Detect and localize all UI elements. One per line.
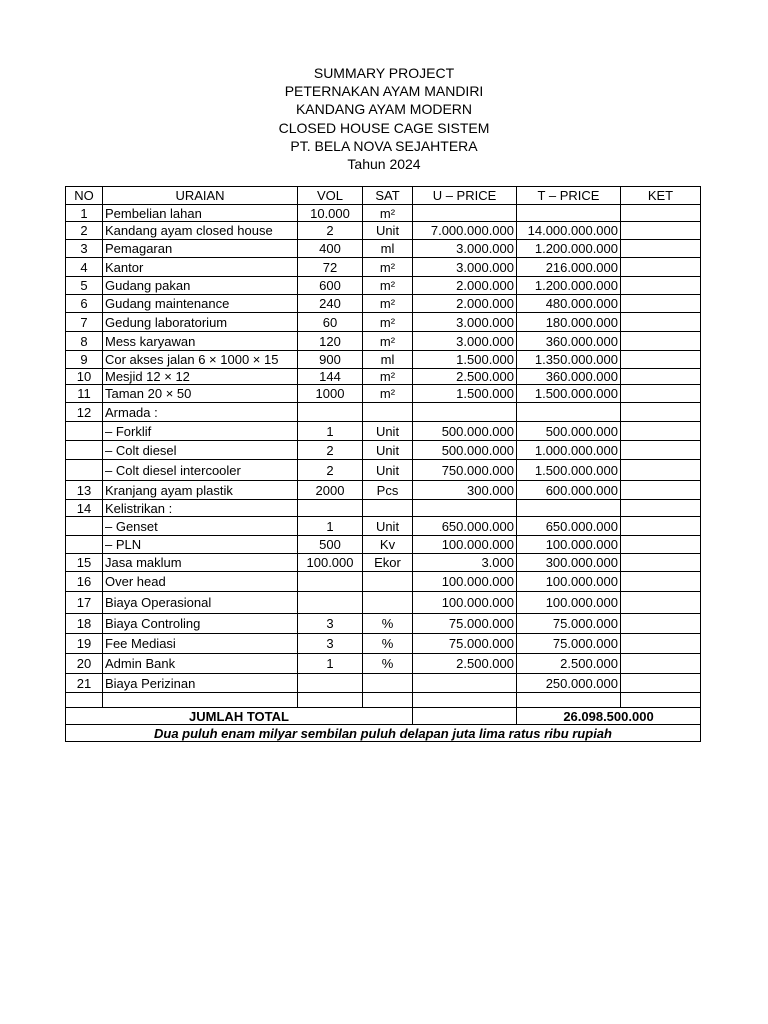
cell-no: 4 — [66, 258, 103, 277]
table-row — [66, 517, 701, 536]
cell-u-price: 75.000.000 — [413, 634, 517, 654]
cell-u-price: 750.000.000 — [413, 460, 517, 481]
cell-ket — [621, 369, 701, 385]
cell-uraian: Mess karyawan — [103, 332, 298, 351]
table-row — [66, 385, 701, 403]
table-row — [66, 403, 701, 422]
cell-uraian: – Colt diesel — [103, 441, 298, 460]
cell-uraian: – Colt diesel intercooler — [103, 460, 298, 481]
cell-sat: Unit — [363, 460, 413, 481]
header-vol: VOL — [298, 187, 363, 205]
cell-t-price: 360.000.000 — [517, 369, 621, 385]
table-row — [66, 258, 701, 277]
header-uraian: URAIAN — [103, 187, 298, 205]
cell-sat: m² — [363, 258, 413, 277]
cell-vol: 2 — [298, 460, 363, 481]
cell-ket — [621, 332, 701, 351]
table-row — [66, 693, 701, 708]
cell-sat — [363, 403, 413, 422]
cell-sat: Pcs — [363, 481, 413, 500]
cell-ket — [621, 572, 701, 592]
cell-u-price: 100.000.000 — [413, 572, 517, 592]
cell-uraian: Biaya Controling — [103, 614, 298, 634]
table-row — [66, 634, 701, 654]
cell-no: 15 — [66, 554, 103, 572]
cell-uraian: Kranjang ayam plastik — [103, 481, 298, 500]
cell-t-price: 650.000.000 — [517, 517, 621, 536]
cell-t-price: 1.500.000.000 — [517, 385, 621, 403]
cell-uraian: Pembelian lahan — [103, 205, 298, 222]
cell-vol: 400 — [298, 240, 363, 258]
cell-t-price: 600.000.000 — [517, 481, 621, 500]
cell-no: 7 — [66, 313, 103, 332]
cell-u-price: 3.000.000 — [413, 313, 517, 332]
table-row — [66, 654, 701, 674]
cell-t-price: 75.000.000 — [517, 614, 621, 634]
cell-t-price: 1.350.000.000 — [517, 351, 621, 369]
cell-no: 8 — [66, 332, 103, 351]
cell-ket — [621, 422, 701, 441]
cell-ket — [621, 351, 701, 369]
cell-u-price — [413, 500, 517, 517]
cell-ket — [621, 693, 701, 708]
cell-u-price: 2.500.000 — [413, 369, 517, 385]
cell-u-price — [413, 205, 517, 222]
table-row — [66, 422, 701, 441]
cell-uraian: Admin Bank — [103, 654, 298, 674]
cell-t-price: 216.000.000 — [517, 258, 621, 277]
cell-vol: 144 — [298, 369, 363, 385]
cell-uraian: Kelistrikan : — [103, 500, 298, 517]
cell-vol: 3 — [298, 614, 363, 634]
cell-t-price: 100.000.000 — [517, 572, 621, 592]
cell-vol: 1 — [298, 654, 363, 674]
cell-uraian: Gudang pakan — [103, 277, 298, 295]
table-row — [66, 313, 701, 332]
cell-vol — [298, 674, 363, 693]
cell-sat: % — [363, 634, 413, 654]
total-value: 26.098.500.000 — [517, 708, 701, 725]
cell-sat: m² — [363, 385, 413, 403]
cell-ket — [621, 295, 701, 313]
cell-vol: 60 — [298, 313, 363, 332]
cell-ket — [621, 222, 701, 240]
table-row — [66, 481, 701, 500]
cell-t-price: 360.000.000 — [517, 332, 621, 351]
cell-vol: 900 — [298, 351, 363, 369]
cell-sat: m² — [363, 332, 413, 351]
cell-u-price: 3.000.000 — [413, 240, 517, 258]
cell-uraian: – PLN — [103, 536, 298, 554]
cell-t-price: 500.000.000 — [517, 422, 621, 441]
cell-sat: Unit — [363, 222, 413, 240]
table-row — [66, 554, 701, 572]
cell-u-price: 300.000 — [413, 481, 517, 500]
cell-t-price: 480.000.000 — [517, 295, 621, 313]
cell-u-price: 2.000.000 — [413, 295, 517, 313]
cell-no: 18 — [66, 614, 103, 634]
cell-t-price: 250.000.000 — [517, 674, 621, 693]
total-label: JUMLAH TOTAL — [66, 708, 413, 725]
cell-sat — [363, 693, 413, 708]
cell-uraian: Kandang ayam closed house — [103, 222, 298, 240]
cell-no — [66, 517, 103, 536]
cell-ket — [621, 500, 701, 517]
cell-no: 12 — [66, 403, 103, 422]
table-row — [66, 277, 701, 295]
cell-ket — [621, 277, 701, 295]
cell-no: 3 — [66, 240, 103, 258]
title-line: PT. BELA NOVA SEJAHTERA — [290, 137, 478, 154]
cell-no: 13 — [66, 481, 103, 500]
table-header-row — [66, 187, 701, 205]
cell-uraian — [103, 693, 298, 708]
cell-no: 20 — [66, 654, 103, 674]
cell-ket — [621, 592, 701, 614]
cell-no: 14 — [66, 500, 103, 517]
cell-no: 6 — [66, 295, 103, 313]
cell-u-price: 1.500.000 — [413, 385, 517, 403]
cell-u-price — [413, 693, 517, 708]
table-row — [66, 460, 701, 481]
cell-uraian: – Genset — [103, 517, 298, 536]
cell-vol: 2 — [298, 441, 363, 460]
cell-uraian: Cor akses jalan 6 × 1000 × 15 — [103, 351, 298, 369]
cell-t-price: 14.000.000.000 — [517, 222, 621, 240]
cell-t-price — [517, 693, 621, 708]
cell-vol: 3 — [298, 634, 363, 654]
table-row — [66, 240, 701, 258]
cell-ket — [621, 441, 701, 460]
cell-vol — [298, 572, 363, 592]
table-row — [66, 614, 701, 634]
cell-t-price: 100.000.000 — [517, 592, 621, 614]
cell-uraian: Gudang maintenance — [103, 295, 298, 313]
cell-ket — [621, 554, 701, 572]
cell-ket — [621, 205, 701, 222]
title-line: SUMMARY PROJECT — [313, 65, 455, 81]
cell-vol: 120 — [298, 332, 363, 351]
cell-uraian: Jasa maklum — [103, 554, 298, 572]
cell-u-price: 500.000.000 — [413, 422, 517, 441]
cell-vol — [298, 592, 363, 614]
cell-u-price — [413, 674, 517, 693]
cell-uraian: Fee Mediasi — [103, 634, 298, 654]
cell-no: 17 — [66, 592, 103, 614]
cell-vol — [298, 693, 363, 708]
cell-vol: 10.000 — [298, 205, 363, 222]
cell-u-price: 7.000.000.000 — [413, 222, 517, 240]
cell-t-price — [517, 205, 621, 222]
cell-sat — [363, 674, 413, 693]
cell-ket — [621, 403, 701, 422]
cell-uraian: Kantor — [103, 258, 298, 277]
cell-t-price — [517, 500, 621, 517]
cell-vol: 1 — [298, 517, 363, 536]
cell-u-price: 2.500.000 — [413, 654, 517, 674]
cell-no: 5 — [66, 277, 103, 295]
cell-sat: m² — [363, 205, 413, 222]
cell-ket — [621, 240, 701, 258]
cell-uraian: – Forklif — [103, 422, 298, 441]
header-no: NO — [66, 187, 103, 205]
table-row — [66, 351, 701, 369]
cell-ket — [621, 517, 701, 536]
cell-u-price: 100.000.000 — [413, 592, 517, 614]
cell-vol: 2000 — [298, 481, 363, 500]
cell-u-price: 2.000.000 — [413, 277, 517, 295]
cell-t-price: 100.000.000 — [517, 536, 621, 554]
cell-no: 19 — [66, 634, 103, 654]
title-line: KANDANG AYAM MODERN — [295, 101, 473, 118]
cell-ket — [621, 258, 701, 277]
header-sat: SAT — [363, 187, 413, 205]
table-row — [66, 592, 701, 614]
cell-t-price: 75.000.000 — [517, 634, 621, 654]
cell-ket — [621, 674, 701, 693]
cell-sat: Ekor — [363, 554, 413, 572]
cell-no: 16 — [66, 572, 103, 592]
cell-vol: 500 — [298, 536, 363, 554]
cell-no: 2 — [66, 222, 103, 240]
cell-ket — [621, 654, 701, 674]
header-u-price: U – PRICE — [413, 187, 517, 205]
cell-t-price: 2.500.000 — [517, 654, 621, 674]
table-row — [66, 369, 701, 385]
cell-u-price: 3.000.000 — [413, 258, 517, 277]
title-line: CLOSED HOUSE CAGE SISTEM — [278, 119, 490, 136]
cell-sat: % — [363, 654, 413, 674]
cell-u-price: 100.000.000 — [413, 536, 517, 554]
summary-table — [65, 186, 701, 742]
cell-no — [66, 536, 103, 554]
cell-ket — [621, 536, 701, 554]
cell-vol: 72 — [298, 258, 363, 277]
cell-uraian: Taman 20 × 50 — [103, 385, 298, 403]
cell-vol: 2 — [298, 222, 363, 240]
table-row — [66, 332, 701, 351]
cell-t-price: 1.200.000.000 — [517, 240, 621, 258]
cell-t-price: 180.000.000 — [517, 313, 621, 332]
table-row — [66, 536, 701, 554]
cell-sat: Unit — [363, 517, 413, 536]
cell-uraian: Biaya Operasional — [103, 592, 298, 614]
cell-sat: m² — [363, 313, 413, 332]
total-spacer — [413, 708, 517, 725]
cell-sat: ml — [363, 351, 413, 369]
cell-vol: 240 — [298, 295, 363, 313]
cell-u-price: 75.000.000 — [413, 614, 517, 634]
table-row — [66, 295, 701, 313]
cell-no — [66, 460, 103, 481]
cell-t-price: 1.500.000.000 — [517, 460, 621, 481]
cell-no — [66, 441, 103, 460]
cell-sat: Unit — [363, 441, 413, 460]
total-row — [66, 708, 701, 725]
table-row — [66, 222, 701, 240]
cell-ket — [621, 481, 701, 500]
cell-t-price — [517, 403, 621, 422]
table-row — [66, 205, 701, 222]
cell-u-price — [413, 403, 517, 422]
cell-vol: 1000 — [298, 385, 363, 403]
cell-uraian: Armada : — [103, 403, 298, 422]
cell-sat — [363, 592, 413, 614]
cell-uraian: Biaya Perizinan — [103, 674, 298, 693]
title-line: Tahun 2024 — [347, 156, 421, 173]
cell-sat: Unit — [363, 422, 413, 441]
cell-sat: % — [363, 614, 413, 634]
table-row — [66, 500, 701, 517]
cell-u-price: 650.000.000 — [413, 517, 517, 536]
cell-no — [66, 422, 103, 441]
cell-uraian: Gedung laboratorium — [103, 313, 298, 332]
document-title — [0, 64, 768, 173]
cell-uraian: Mesjid 12 × 12 — [103, 369, 298, 385]
cell-t-price: 1.200.000.000 — [517, 277, 621, 295]
cell-ket — [621, 385, 701, 403]
title-line: PETERNAKAN AYAM MANDIRI — [284, 83, 484, 100]
cell-ket — [621, 614, 701, 634]
cell-no: 10 — [66, 369, 103, 385]
cell-sat — [363, 572, 413, 592]
table-row — [66, 674, 701, 693]
cell-u-price: 3.000.000 — [413, 332, 517, 351]
cell-sat: ml — [363, 240, 413, 258]
cell-u-price: 500.000.000 — [413, 441, 517, 460]
table-row — [66, 572, 701, 592]
cell-u-price: 1.500.000 — [413, 351, 517, 369]
cell-no: 21 — [66, 674, 103, 693]
header-t-price: T – PRICE — [517, 187, 621, 205]
cell-no — [66, 693, 103, 708]
cell-u-price: 3.000 — [413, 554, 517, 572]
cell-sat: Kv — [363, 536, 413, 554]
table-row — [66, 441, 701, 460]
cell-ket — [621, 634, 701, 654]
table-body — [66, 205, 701, 708]
cell-no: 1 — [66, 205, 103, 222]
cell-uraian: Over head — [103, 572, 298, 592]
cell-vol — [298, 500, 363, 517]
cell-vol: 600 — [298, 277, 363, 295]
cell-sat — [363, 500, 413, 517]
total-in-words: Dua puluh enam milyar sembilan puluh delapan juta lima ratus ribu rupiah — [66, 725, 701, 742]
header-ket: KET — [621, 187, 701, 205]
cell-ket — [621, 313, 701, 332]
total-words-row — [66, 725, 701, 742]
cell-no: 11 — [66, 385, 103, 403]
cell-sat: m² — [363, 369, 413, 385]
cell-vol: 1 — [298, 422, 363, 441]
cell-sat: m² — [363, 295, 413, 313]
cell-no: 9 — [66, 351, 103, 369]
cell-uraian: Pemagaran — [103, 240, 298, 258]
cell-vol: 100.000 — [298, 554, 363, 572]
cell-t-price: 1.000.000.000 — [517, 441, 621, 460]
cell-vol — [298, 403, 363, 422]
cell-sat: m² — [363, 277, 413, 295]
cell-ket — [621, 460, 701, 481]
cell-t-price: 300.000.000 — [517, 554, 621, 572]
